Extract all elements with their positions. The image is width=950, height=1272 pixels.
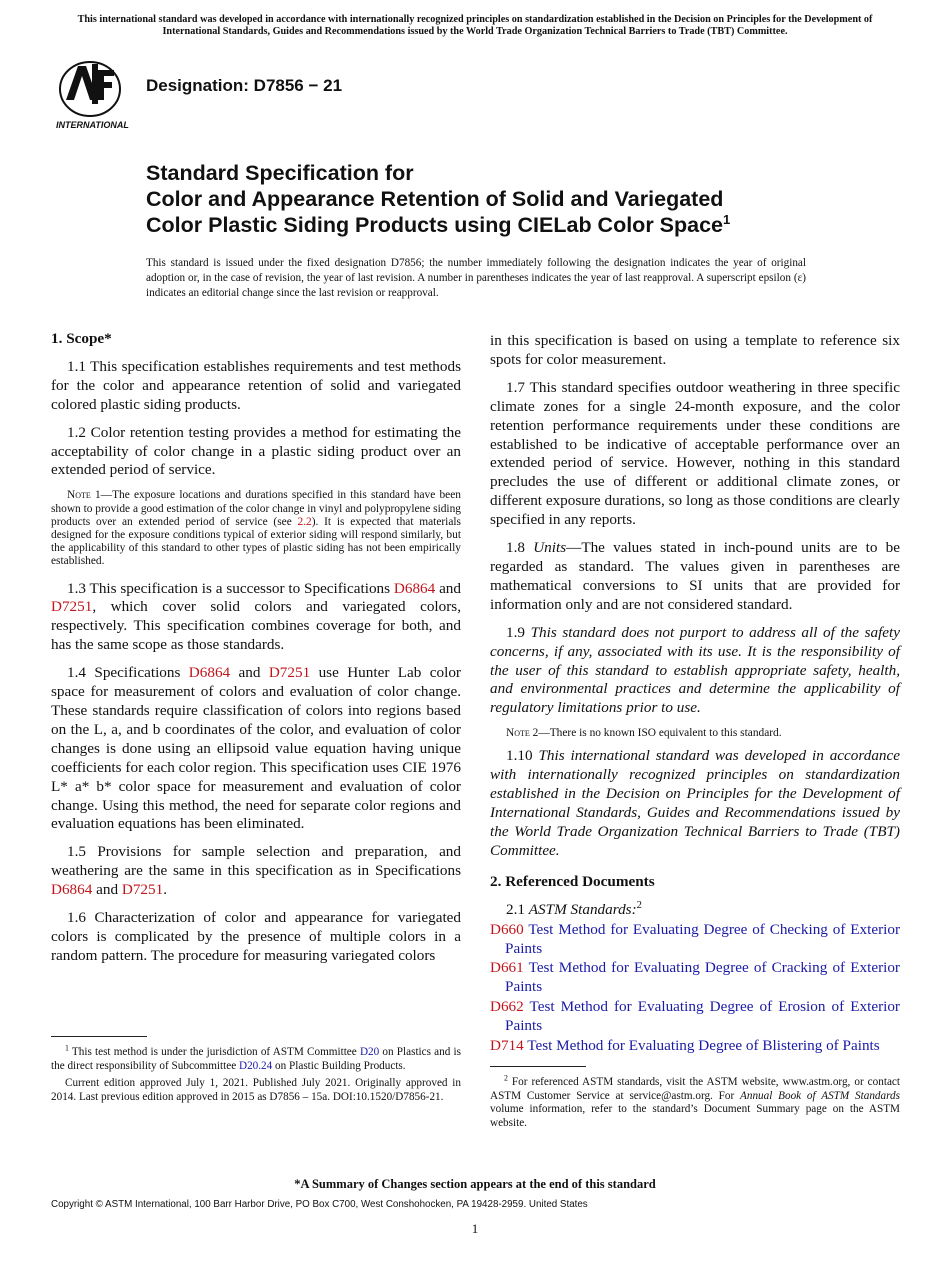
- ref-item[interactable]: D661 Test Method for Evaluating Degree of Cracking of Exterior Paints: [490, 959, 900, 996]
- left-column: [51, 330, 461, 966]
- title-line-3: Color Plastic Siding Products using CIELab Color Space$^1$: [146, 211, 731, 237]
- ref-item[interactable]: D660 Test Method for Evaluating Degree of Checking of Exterior Paints: [490, 920, 900, 957]
- link-d20[interactable]: D20: [359, 1046, 380, 1058]
- title-line-2: Color and Appearance Retention of Solid and Variegated: [146, 187, 724, 211]
- link-2-2[interactable]: 2.2: [297, 515, 312, 528]
- para-1-6-continuation: in this specification is based on using a template to reference six spots for color measurement.: [490, 332, 900, 368]
- para-1-1: 1.1 This specification establishes requirements and test methods for the color and appearance retention of solid and variegated colored plastic siding products.: [51, 357, 461, 413]
- footnote-2: $^2$ For referenced ASTM standards, visit the ASTM website, www.astm.org, or contact ASTM Customer Service at service@astm.org. For Annual Book of ASTM Standards volume information, refer to the standard’s Document Summary page on the ASTM website.: [490, 1073, 900, 1129]
- para-1-3: 1.3 This specification is a successor to Specifications D6864 and D7251, which cover solid colors and variegated colors, respectively. This specification combines coverage for both, and has the same scope as those standards.: [51, 579, 461, 654]
- scope-heading: 1. Scope*: [51, 330, 112, 347]
- summary-of-changes-note: *A Summary of Changes section appears at the end of this standard: [294, 1177, 656, 1191]
- note-1: Note 1—The exposure locations and durations specified in this standard have been shown to provide a good estimation of the color change in vinyl and polypropylene siding products over an extended period of service (see 2.2). It is expected that materials designed for the exposure conditions typical of exterior siding will respond similarly, but the applicability of this standard to other types of plastic siding has not been empirically established.: [51, 489, 461, 568]
- page-number: 1: [471, 1221, 479, 1236]
- copyright: Copyright © ASTM International, 100 Barr Harbor Drive, PO Box C700, West Conshohocken, PA 19428-2959. United States: [51, 1199, 588, 1210]
- ref-item[interactable]: D714 Test Method for Evaluating Degree of Blistering of Paints: [490, 1037, 880, 1055]
- link-d7251[interactable]: D7251: [121, 881, 164, 899]
- para-1-2: 1.2 Color retention testing provides a method for estimating the acceptability of color change in a plastic siding product over an extended period of service.: [51, 423, 461, 479]
- top-notice: This international standard was developed in accordance with internationally recognized principles on standardization established in the Decision on Principles for the Development of International Standards, Guides and Recommendations issued by the World Trade Organization Technical Barriers to Trade (TBT) Committee.: [77, 14, 873, 37]
- footnote-1: $^1$ This test method is under the jurisdiction of ASTM Committee D20 on Plastics and is the direct responsibility of Subcommittee D20.24 on Plastic Building Products.: [51, 1043, 461, 1072]
- footnote-rule-left: [51, 1036, 147, 1037]
- document-title: [146, 160, 730, 238]
- para-2-1: 2.1 ASTM Standards:$^2$: [506, 899, 642, 918]
- footnote-rule-right: [490, 1066, 586, 1067]
- para-1-5: 1.5 Provisions for sample selection and preparation, and weathering are the same in this specification as in Specifications D6864 and D7251.: [51, 843, 461, 899]
- link-d6864[interactable]: D6864: [393, 579, 436, 597]
- link-d20-24[interactable]: D20.24: [238, 1059, 273, 1072]
- link-d7251[interactable]: D7251: [268, 664, 311, 682]
- para-1-9: 1.9 This standard does not purport to address all of the safety concerns, if any, associated with its use. It is the responsibility of the user of this standard to establish appropriate safety, health, and environmental practices and determine the applicability of regulatory limitations prior to use.: [490, 623, 901, 717]
- logo-text: INTERNATIONAL: [56, 120, 129, 130]
- footnotes-left: [51, 1043, 461, 1108]
- footnote-1-edition: Current edition approved July 1, 2021. Published July 2021. Originally approved in 2014. Last previous edition approved in 2015 as D7856 – 15a. DOI:10.1520/D7856-21.: [51, 1077, 461, 1103]
- para-1-4: 1.4 Specifications D6864 and D7251 use Hunter Lab color space for measurement of colors and evaluation of color change. These standards require classification of colors into regions based on the L, a, and b coordinates of the color, and evaluation of color changes is done using an ellipsoid value equation having unique coefficients for each color region. This specification uses CIE 1976 L* a* b* color space for measurement and evaluation of color change. Using this method, the need for separate color regions and evaluation equations has been eliminated.: [51, 664, 461, 833]
- link-d6864[interactable]: D6864: [51, 881, 93, 899]
- title-line-1: Standard Specification for: [146, 161, 414, 185]
- note-2: Note 2—There is no known ISO equivalent to this standard.: [506, 727, 782, 740]
- para-1-7: 1.7 This standard specifies outdoor weathering in three specific climate zones for a single 24-month exposure, and the color retention performance requirements under these conditions are established to be indicative of acceptable performance over an extended period of service. However, nothing in this standard precludes the use of different or additional climate zones, or different exposure durations, so long as those conditions are clearly specified in any reports.: [490, 378, 900, 529]
- ref-item[interactable]: D662 Test Method for Evaluating Degree of Erosion of Exterior Paints: [490, 998, 900, 1035]
- link-d7251[interactable]: D7251: [51, 598, 93, 616]
- para-1-6: 1.6 Characterization of color and appearance for variegated colors is complicated by the presence of multiple colors in a random pattern. The procedure for measuring variegated colors: [51, 909, 461, 964]
- designation: Designation: D7856 − 21: [146, 76, 343, 95]
- footnotes-right: [490, 1073, 900, 1134]
- link-d6864[interactable]: D6864: [188, 664, 231, 682]
- title-footnote-mark: 1: [723, 211, 731, 227]
- astm-logo: [52, 56, 136, 132]
- issue-note: This standard is issued under the fixed designation D7856; the number immediately following the designation indicates the year of original adoption or, in the case of revision, the year of last revision. A number in parentheses indicates the year of last reapproval. A superscript epsilon (ε) indicates an editorial change since the last revision or reapproval.: [146, 257, 806, 299]
- para-1-8: 1.8 Units—The values stated in inch-pound units are to be regarded as standard. The values given in parentheses are mathematical conversions to SI units that are provided for information only and are not considered standard.: [490, 539, 900, 613]
- referenced-documents-heading: 2. Referenced Documents: [490, 872, 655, 890]
- para-1-10: 1.10 This international standard was developed in accordance with internationally recognized principles on standardization established in the Decision on Principles for the Development of International Standards, Guides and Recommendations issued by the World Trade Organization Technical Barriers to Trade (TBT) Committee.: [490, 747, 900, 859]
- right-column: [490, 332, 900, 1057]
